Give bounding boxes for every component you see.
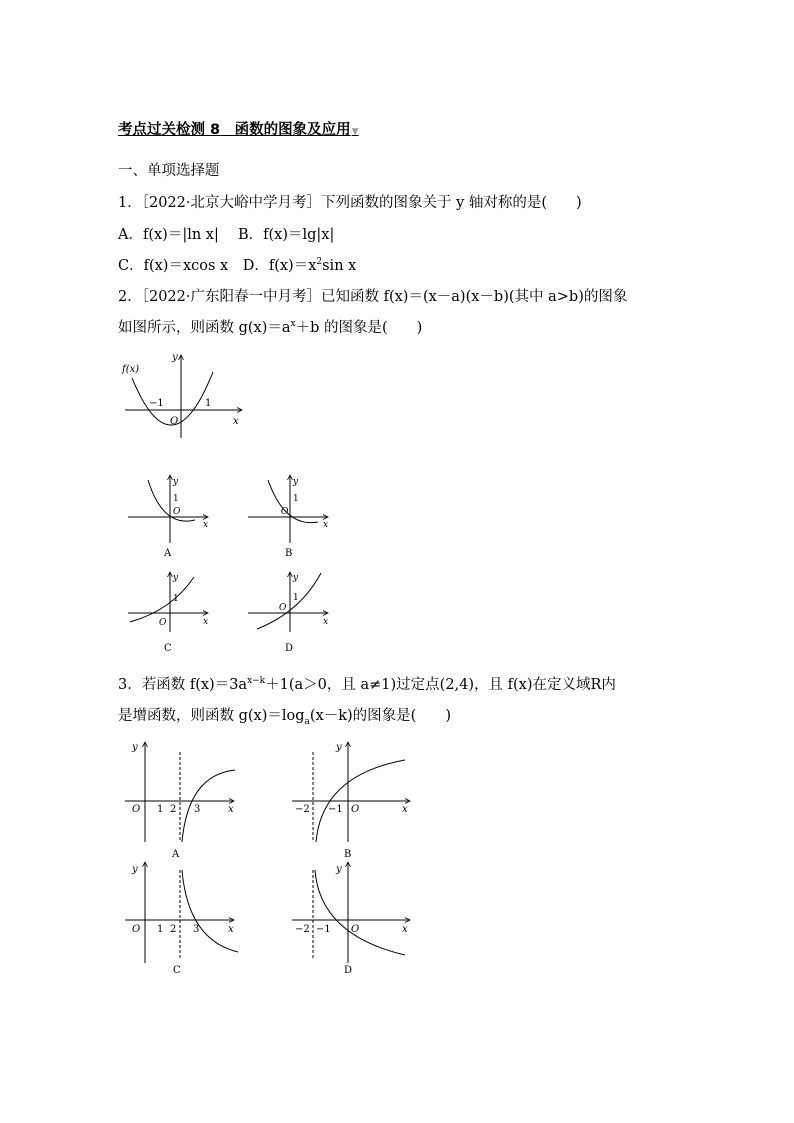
- tick-label: 1: [293, 494, 299, 504]
- y-axis-label: y: [336, 742, 342, 753]
- tick-label: −2: [295, 804, 310, 815]
- origin-label: O: [132, 924, 141, 935]
- origin-label: O: [170, 416, 179, 427]
- tick-label: 1: [205, 398, 212, 409]
- x-axis-label: x: [228, 804, 234, 815]
- tick-label: −1: [328, 804, 343, 815]
- x-axis-label: x: [402, 804, 408, 815]
- q2-option-d-graph: [248, 572, 328, 632]
- y-axis-label: y: [293, 477, 299, 487]
- y-axis-label: y: [336, 864, 342, 875]
- x-axis-label: x: [402, 924, 408, 935]
- q2-option-c-graph: [128, 572, 208, 632]
- q2-stem-line1: 2．［2022·广东阳春一中月考］已知函数 f(x)＝(x－a)(x－b)(其中 a>b)的图象: [118, 289, 628, 305]
- tick-label: 1: [173, 594, 179, 604]
- x-axis-label: x: [228, 924, 234, 935]
- tick-label: 1: [293, 593, 299, 603]
- option-letter-a: A: [172, 849, 180, 860]
- y-axis-label: y: [132, 742, 138, 753]
- tick-label: −1: [149, 398, 164, 409]
- q3-option-d-graph: [292, 862, 410, 963]
- y-axis-label: y: [132, 864, 138, 875]
- tick-label: 2: [170, 804, 177, 815]
- y-axis-label: y: [173, 573, 179, 583]
- q2-main-figure: [125, 355, 242, 438]
- tick-label: 1: [157, 924, 164, 935]
- tick-label: 2: [170, 924, 177, 935]
- q3-option-b-graph: [292, 742, 410, 842]
- origin-label: O: [279, 603, 287, 613]
- x-axis-label: x: [203, 520, 209, 530]
- q1-stem: 1．［2022·北京大峪中学月考］下列函数的图象关于 y 轴对称的是( ): [118, 195, 582, 211]
- origin-label: O: [281, 507, 289, 517]
- tick-label: 3: [194, 804, 201, 815]
- section-heading: 一、单项选择题: [118, 163, 220, 179]
- origin-label: O: [173, 507, 181, 517]
- option-letter-d: D: [344, 965, 353, 976]
- y-axis-label: y: [172, 352, 178, 363]
- tick-label: 3: [193, 924, 200, 935]
- q3-stem-line2: 是增函数，则函数 $g(x)=\log_a(x-k)$的图象是( ): [118, 708, 451, 727]
- option-letter-b: B: [285, 548, 293, 559]
- tick-label: −1: [316, 924, 331, 935]
- dropdown-triangle-icon: ▼: [351, 127, 359, 137]
- origin-label: O: [159, 618, 167, 628]
- option-letter-b: B: [344, 849, 352, 860]
- option-letter-c: C: [173, 965, 181, 976]
- tick-label: 1: [157, 804, 164, 815]
- q3-option-c-graph: [125, 862, 238, 963]
- q3-stem-line1: 3．若函数 $f(x)=3a^{x-k}+1(a>0$，且 a≠1)过定点(2,4)，且 f(x)在定义域R内: [118, 676, 616, 693]
- q3-option-a-graph: [125, 742, 235, 842]
- fx-label: f(x): [122, 364, 140, 375]
- x-axis-label: x: [323, 520, 329, 530]
- option-letter-c: C: [164, 643, 172, 654]
- q2-option-a-graph: [128, 475, 208, 543]
- y-axis-label: y: [293, 573, 299, 583]
- page-title: 考点过关检测 8 函数的图象及应用▼: [118, 122, 359, 138]
- x-axis-label: x: [233, 416, 239, 427]
- x-axis-label: x: [323, 617, 329, 627]
- origin-label: O: [132, 804, 141, 815]
- tick-label: −2: [295, 924, 310, 935]
- origin-label: O: [351, 924, 360, 935]
- option-letter-d: D: [285, 643, 294, 654]
- q1-options-cd: C．f(x)＝xcos x D．$f(x)=x^2\sin$ x: [118, 257, 357, 274]
- q1-options-ab: A．f(x)＝|ln x| B．f(x)＝lg|x|: [118, 227, 335, 243]
- option-letter-a: A: [164, 548, 172, 559]
- y-axis-label: y: [173, 477, 179, 487]
- q2-stem-line2: 如图所示，则函数 $g(x)=a^x+b$ 的图象是( ): [118, 319, 423, 336]
- origin-label: O: [351, 804, 360, 815]
- tick-label: 1: [173, 494, 179, 504]
- x-axis-label: x: [203, 617, 209, 627]
